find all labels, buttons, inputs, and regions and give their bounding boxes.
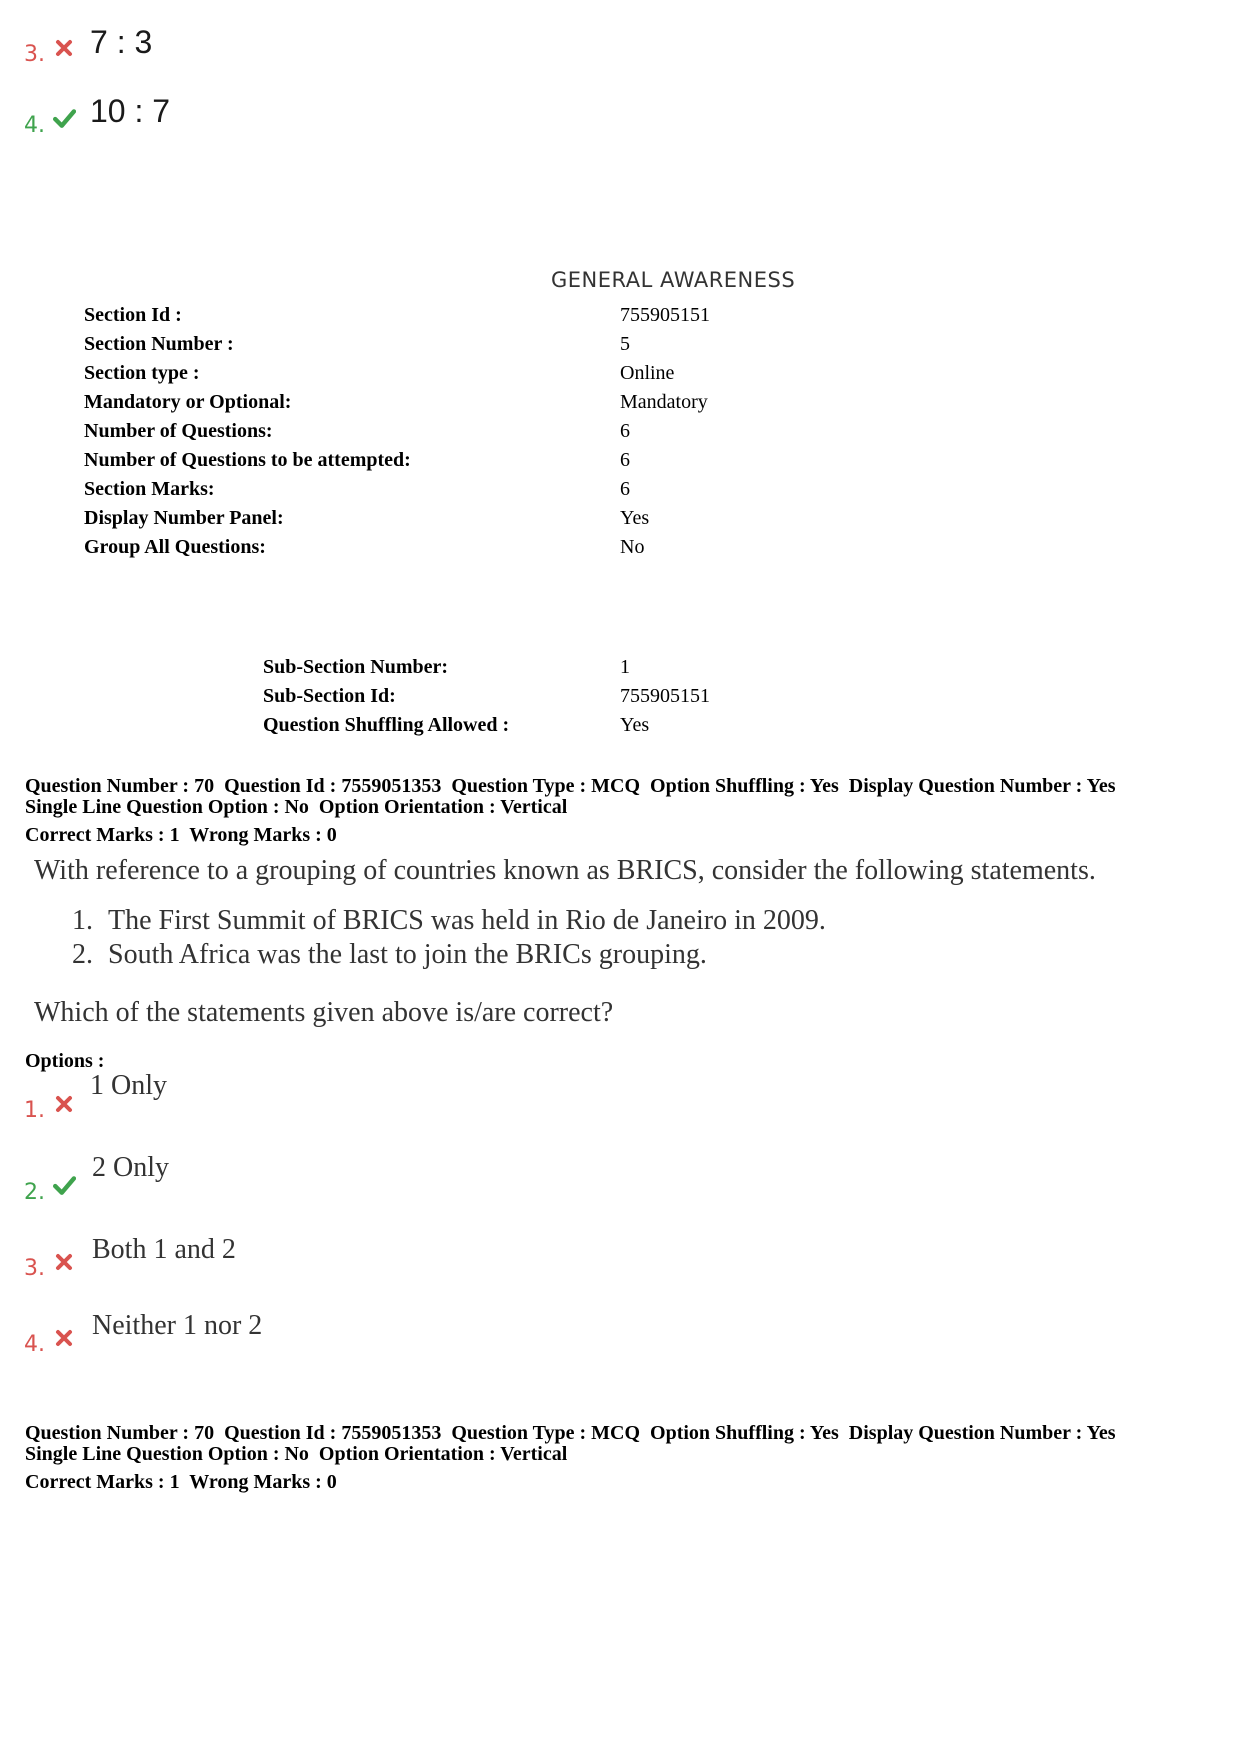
subsection-row: Sub-Section Id:	[263, 685, 396, 707]
section-row: Section Number :	[84, 333, 234, 355]
cross-icon	[54, 38, 74, 58]
subsection-row: Sub-Section Number:	[263, 656, 449, 678]
option-number: 3.	[24, 1256, 45, 1281]
section-value: 5	[620, 333, 630, 355]
section-value: Yes	[620, 507, 650, 529]
subsection-value: 1	[620, 656, 630, 678]
section-row: Number of Questions to be attempted:	[84, 449, 411, 471]
next-question-meta-line2: Single Line Question Option : No Option Orientation : Vertical	[25, 1443, 568, 1465]
check-icon	[52, 1174, 76, 1196]
statement-1	[72, 905, 826, 937]
option-text: 10 : 7	[90, 93, 171, 129]
statement-text: South Africa was the last to join the BRICs grouping.	[108, 939, 707, 970]
cross-icon	[54, 1252, 74, 1272]
option-number: 1.	[24, 1098, 45, 1123]
subsection-value: 755905151	[620, 685, 710, 707]
section-value: 6	[620, 478, 630, 500]
option-text: 1 Only	[90, 1070, 167, 1101]
option-number: 3.	[24, 42, 45, 67]
options-label: Options :	[25, 1050, 105, 1072]
section-row: Section Marks:	[84, 478, 215, 500]
section-value: 6	[620, 449, 630, 471]
section-value: Mandatory	[620, 391, 708, 413]
option-text: 2 Only	[92, 1152, 169, 1183]
section-row: Section type :	[84, 362, 200, 384]
question-intro: With reference to a grouping of countries known as BRICS, consider the following statements.	[34, 855, 1096, 886]
option-text: Both 1 and 2	[92, 1234, 236, 1265]
question-meta-line1: Question Number : 70 Question Id : 7559051353 Question Type : MCQ Option Shuffling : Yes Display Question Number : Yes	[25, 775, 1116, 797]
statement-2	[72, 939, 707, 971]
statement-number: 1.	[72, 905, 93, 936]
cross-icon	[54, 1328, 74, 1348]
statement-number: 2.	[72, 939, 93, 970]
section-row: Mandatory or Optional:	[84, 391, 292, 413]
question-prompt: Which of the statements given above is/are correct?	[34, 997, 614, 1028]
section-value: Online	[620, 362, 675, 384]
option-number: 4.	[24, 1332, 45, 1357]
option-text: Neither 1 nor 2	[92, 1310, 263, 1341]
cross-icon	[54, 1094, 74, 1114]
option-text: 7 : 3	[90, 24, 153, 60]
section-value: No	[620, 536, 645, 558]
next-question-marks: Correct Marks : 1 Wrong Marks : 0	[25, 1471, 337, 1493]
section-value: 6	[620, 420, 630, 442]
statement-text: The First Summit of BRICS was held in Rio de Janeiro in 2009.	[108, 905, 826, 936]
section-row: Display Number Panel:	[84, 507, 284, 529]
section-row: Number of Questions:	[84, 420, 273, 442]
option-number: 4.	[24, 113, 45, 138]
subsection-value: Yes	[620, 714, 650, 736]
question-meta-line2: Single Line Question Option : No Option Orientation : Vertical	[25, 796, 568, 818]
question-marks: Correct Marks : 1 Wrong Marks : 0	[25, 824, 337, 846]
option-number: 2.	[24, 1180, 45, 1205]
check-icon	[52, 107, 76, 129]
section-row: Section Id :	[84, 304, 182, 326]
next-question-meta-line1: Question Number : 70 Question Id : 7559051353 Question Type : MCQ Option Shuffling : Yes Display Question Number : Yes	[25, 1422, 1116, 1444]
subsection-row: Question Shuffling Allowed :	[263, 714, 510, 736]
section-value: 755905151	[620, 304, 710, 326]
section-row: Group All Questions:	[84, 536, 266, 558]
section-title: GENERAL AWARENESS	[551, 268, 796, 292]
